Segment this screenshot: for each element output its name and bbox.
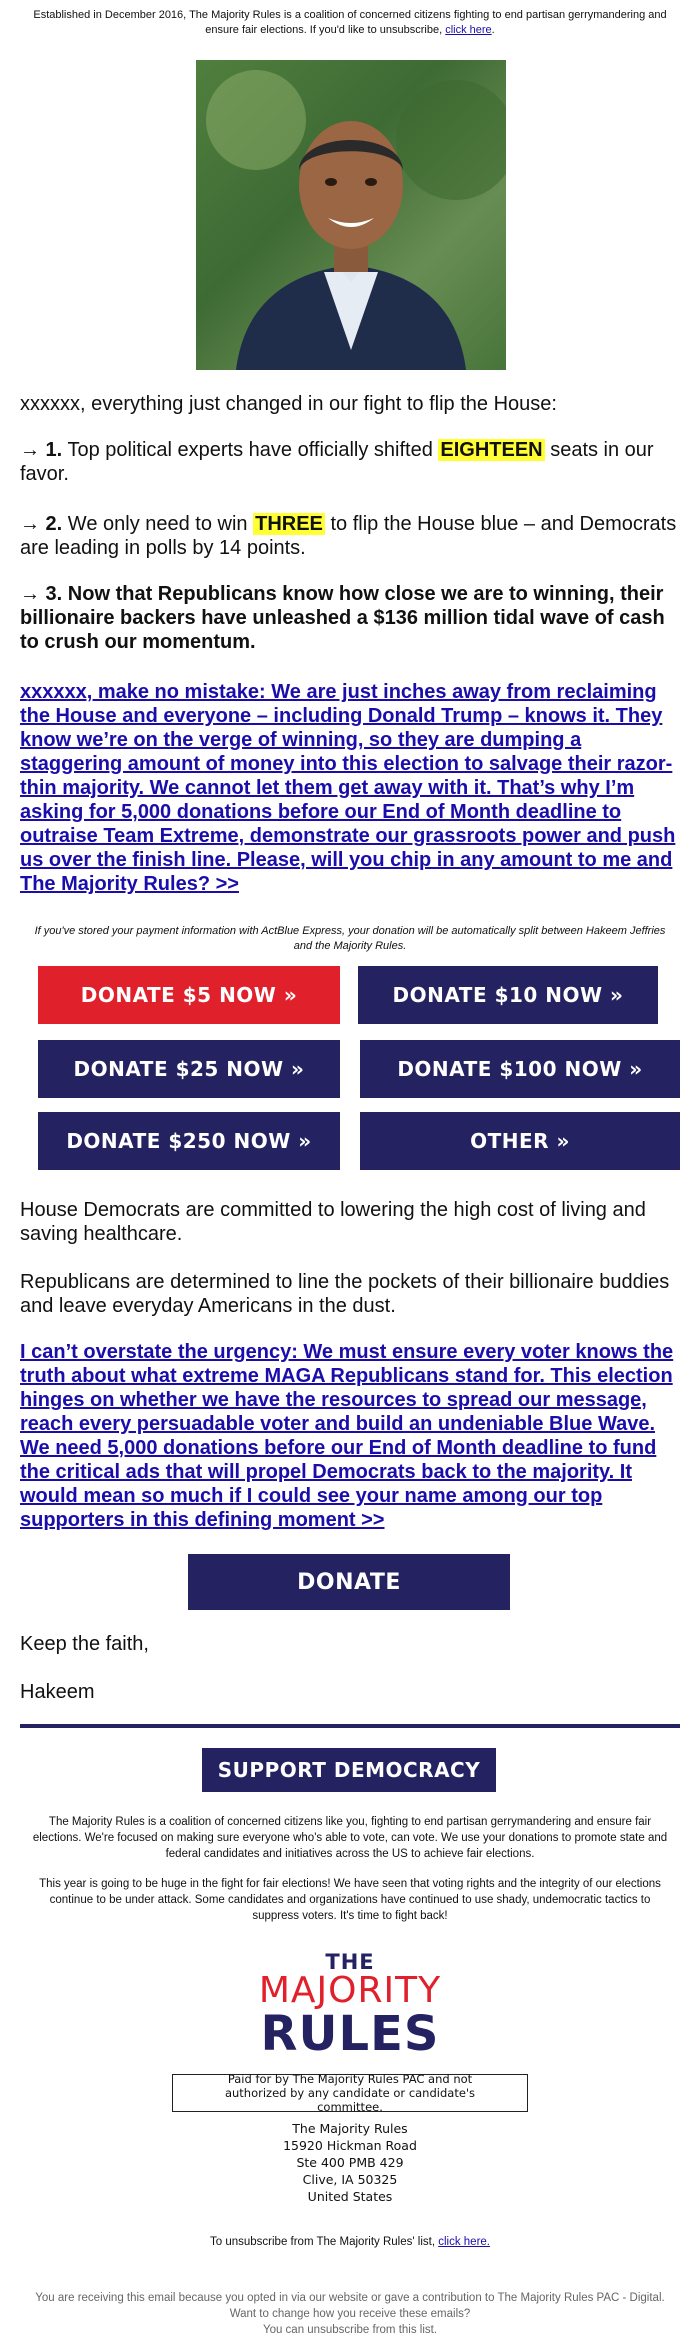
logo-the: THE	[325, 1950, 375, 1974]
bottom-notice-line[interactable]: You can unsubscribe from this list.	[262, 2324, 438, 2336]
donation-appeal-link-1[interactable]: xxxxxx, make no mistake: We are just inches away from reclaiming the House and everyone – including Donald Trump – knows it. They know we’re on the verge of winning, so they are dumping a staggering amount of money into this election to salvage their razor-thin majority. We cannot let them get away with it. That’s why I’m asking for 5,000 donations before our End of Month deadline to outraise Team Extreme, demonstrate our grassroots power and push us over the finish line. Please, will you chip in any amount to me and The Majority Rules? >>	[20, 681, 676, 895]
bottom-notice	[30, 2290, 670, 2338]
bottom-notice-line[interactable]: Want to change how you receive these emails?	[229, 2308, 471, 2320]
point-two-number: → 2.	[20, 513, 63, 535]
divider	[20, 1724, 680, 1728]
donate-25-button[interactable]: DONATE $25 NOW »	[38, 1040, 340, 1098]
paragraph-democrats: House Democrats are committed to lowering the high cost of living and saving healthcare.	[20, 1199, 646, 1245]
actblue-note: If you've stored your payment information with ActBlue Express, your donation will be automatically split between Hakeem Jeffries and the Majority Rules.	[34, 925, 666, 952]
donate-5-button[interactable]: DONATE $5 NOW »	[38, 966, 340, 1024]
point-three: → 3. Now that Republicans know how close we are to winning, their billionaire backers have unleashed a $136 million tidal wave of cash to crush our momentum.	[20, 583, 665, 653]
header-unsubscribe-link[interactable]: click here	[445, 24, 492, 36]
unsubscribe-line	[30, 2234, 670, 2250]
header-text: Established in December 2016, The Majority Rules is a coalition of concerned citizens fighting to end partisan gerrymandering and ensure fair elections. If you'd like to unsubscribe,	[33, 9, 667, 36]
bottom-notice-line: You are receiving this email because you opted in via our website or gave a contribution to The Majority Rules PAC - Digital.	[35, 2292, 665, 2304]
logo-rules: RULES	[260, 2006, 440, 2062]
donate-10-button[interactable]: DONATE $10 NOW »	[358, 966, 658, 1024]
point-two	[20, 512, 680, 560]
point-one-pre: Top political experts have officially shifted	[62, 439, 439, 461]
point-one-number: → 1.	[20, 439, 63, 461]
footer-about: The Majority Rules is a coalition of concerned citizens like you, fighting to end partisan gerrymandering and ensure fair elections. We're focused on making sure everyone who's able to vote, can vote. We use your donations to promote state and federal candidates and initiatives across the US to achieve fair elections.	[32, 1816, 668, 1860]
point-two-pre: We only need to win	[62, 513, 254, 535]
header-end: .	[491, 24, 495, 36]
donate-button[interactable]: DONATE	[188, 1554, 510, 1610]
donation-appeal-link-2[interactable]: I can’t overstate the urgency: We must ensure every voter knows the truth about what extreme MAGA Republicans stand for. This election hinges on whether we have the resources to spread our message, reach every persuadable voter and build an undeniable Blue Wave. We need 5,000 donations before our End of Month deadline to fund the critical ads that will propel Democrats back to the majority. It would mean so much if I could see your name among our top supporters in this defining moment >>	[20, 1341, 674, 1531]
unsubscribe-link[interactable]: click here.	[438, 2236, 490, 2248]
point-two-post: to flip the House blue – and Democrats are leading in polls by 14 points.	[20, 513, 677, 559]
address-line: The Majority Rules	[292, 2121, 408, 2136]
address-line: 15920 Hickman Road	[283, 2138, 417, 2153]
address-line: Ste 400 PMB 429	[296, 2155, 404, 2170]
donate-100-button[interactable]: DONATE $100 NOW »	[360, 1040, 680, 1098]
address-block	[200, 2120, 500, 2205]
paid-for-text: Paid for by The Majority Rules PAC and not authorized by any candidate or candidate's committee.	[224, 2072, 476, 2114]
point-one-post: seats in our favor.	[20, 439, 654, 485]
paragraph-republicans: Republicans are determined to line the pockets of their billionaire buddies and leave everyday Americans in the dust.	[20, 1271, 670, 1317]
point-two-highlight: THREE	[255, 513, 323, 535]
point-one-highlight: EIGHTEEN	[440, 439, 543, 461]
address-line: United States	[307, 2189, 393, 2204]
intro-line: xxxxxx, everything just changed in our fight to flip the House:	[20, 393, 557, 415]
address-line: Clive, IA 50325	[302, 2172, 398, 2187]
donate-250-button[interactable]: DONATE $250 NOW »	[38, 1112, 340, 1170]
footer-year: This year is going to be huge in the fight for fair elections! We have seen that voting rights and the integrity of our elections continue to be under attack. Some candidates and organizations have continued to use shady, undemocratic tactics to suppress voters. It's time to fight back!	[39, 1878, 661, 1922]
point-one	[20, 438, 680, 486]
paid-for-box	[172, 2074, 528, 2112]
support-democracy-button[interactable]: SUPPORT DEMOCRACY	[202, 1748, 496, 1792]
donate-other-button[interactable]: OTHER »	[360, 1112, 680, 1170]
unsubscribe-text: To unsubscribe from The Majority Rules' list,	[209, 2236, 439, 2248]
signoff: Keep the faith,	[20, 1633, 149, 1655]
portrait-photo	[196, 60, 506, 370]
signature: Hakeem	[20, 1681, 95, 1703]
logo-majority: MAJORITY	[258, 1970, 442, 2011]
header-notice	[30, 8, 670, 38]
